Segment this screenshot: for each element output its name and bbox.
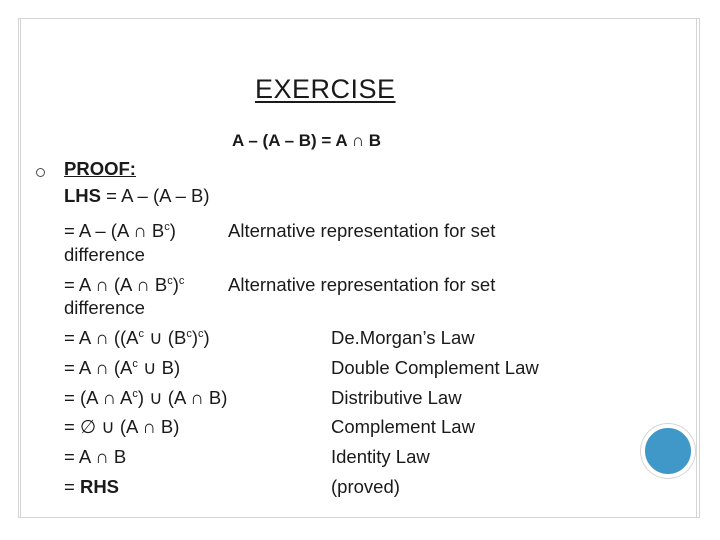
step-expr-part: ) <box>169 220 176 241</box>
complement-sup: c <box>167 275 173 287</box>
proof-step-1 <box>64 219 496 243</box>
step-justification: Double Complement Law <box>331 357 539 378</box>
step-justification: De.Morgan’s Law <box>331 327 475 348</box>
proof-step-8 <box>64 475 119 499</box>
complement-sup: c <box>178 275 185 287</box>
frame-rule-left <box>20 18 21 518</box>
lhs-line <box>64 184 210 208</box>
complement-sup: c <box>132 388 138 400</box>
lhs-label: LHS <box>64 185 101 206</box>
proof-step-4 <box>64 356 180 380</box>
step-expr-part: = A – (A ∩ B <box>64 220 165 241</box>
step-justification: Identity Law <box>331 446 430 467</box>
proof-step-2-cont: difference <box>64 297 145 318</box>
proof-step-5 <box>64 386 227 410</box>
step-expr-part: = A ∩ (A ∩ B <box>64 274 168 295</box>
step-expr-part: = (A ∩ A <box>64 387 133 408</box>
complement-sup: c <box>186 328 192 340</box>
step-justification: Alternative representation for set <box>228 220 496 241</box>
complement-sup: c <box>138 328 144 340</box>
step-justification: Complement Law <box>331 416 475 437</box>
step-justification: Alternative representation for set <box>228 274 496 295</box>
proof-step-3 <box>64 326 210 350</box>
decorative-circle <box>641 424 695 478</box>
identity-statement: A – (A – B) = A ∩ B <box>232 131 382 150</box>
step-expr-part: ) <box>203 327 210 348</box>
rhs-label: RHS <box>79 476 120 497</box>
complement-sup: c <box>132 358 138 370</box>
proof-label: PROOF: <box>64 158 136 179</box>
step-expr-part: = <box>64 476 80 497</box>
step-expr-part: = A ∩ ((A <box>64 327 139 348</box>
complement-sup: c <box>197 328 204 340</box>
lhs-expression: = A – (A – B) <box>101 185 210 206</box>
step-expr-part: = A ∩ (A <box>64 357 133 378</box>
step-expr-part: ) ∪ (A ∩ B) <box>137 387 228 408</box>
step-expr-part: ) <box>191 327 198 348</box>
step-justification: Distributive Law <box>331 387 462 408</box>
frame-rule-right <box>696 18 697 518</box>
bullet-icon <box>36 168 45 177</box>
proof-step-2 <box>64 273 496 297</box>
step-justification: (proved) <box>331 476 400 497</box>
slide-title: EXERCISE <box>255 74 396 104</box>
step-expr-part: ∪ B) <box>137 357 181 378</box>
complement-sup: c <box>164 221 170 233</box>
step-expr-part: ∪ (B <box>143 327 187 348</box>
step-expr-part: ) <box>172 274 179 295</box>
proof-step-7: = A ∩ B <box>64 446 127 467</box>
proof-step-1-cont: difference <box>64 244 145 265</box>
proof-step-6: = ∅ ∪ (A ∩ B) <box>64 416 180 437</box>
